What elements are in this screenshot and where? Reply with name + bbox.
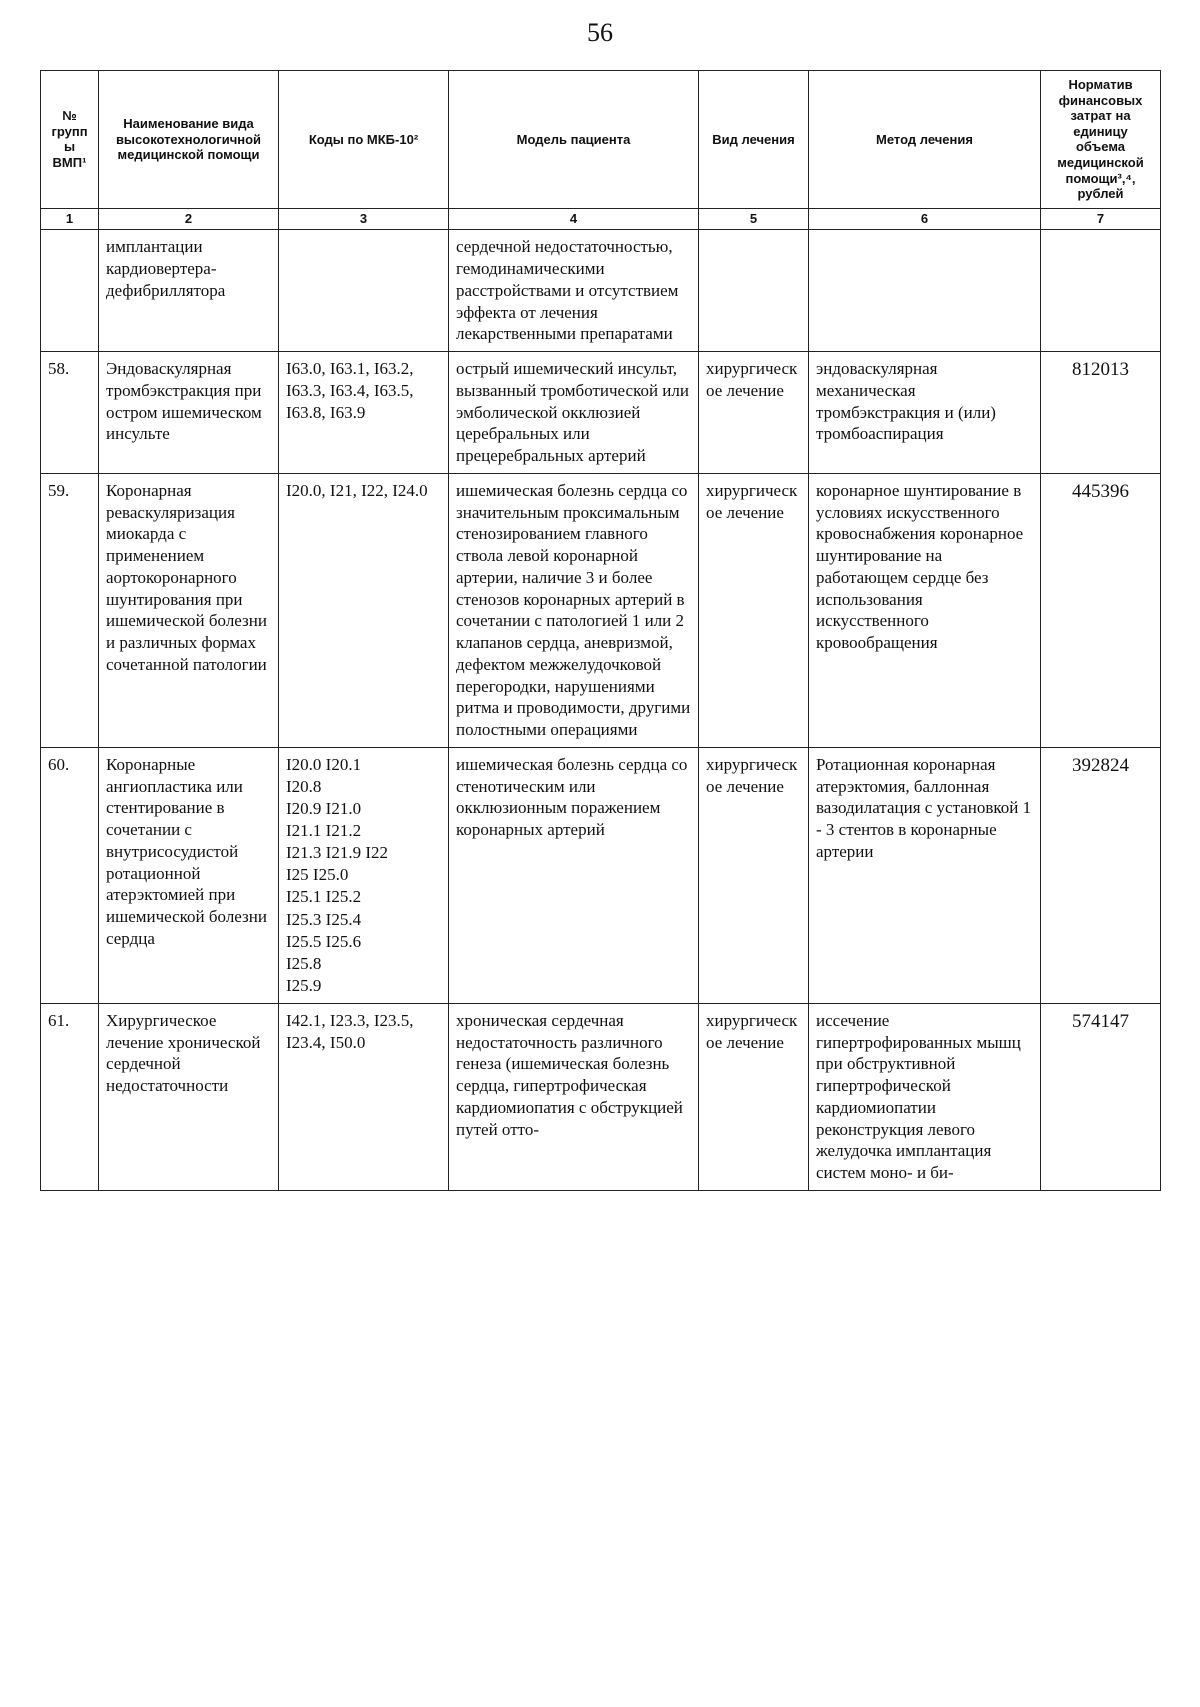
name-cell: Коронарные ангиопластика или стентирование в сочетании с внутрисосудистой ротационной атерэктомией при ишемической болезни сердца xyxy=(99,747,279,1003)
group-number-cell: 60. xyxy=(41,747,99,1003)
name-cell: Хирургическое лечение хронической сердечной недостаточности xyxy=(99,1003,279,1190)
method-cell xyxy=(809,230,1041,352)
group-number-cell: 58. xyxy=(41,352,99,474)
price-cell xyxy=(1041,230,1161,352)
table-row xyxy=(41,1003,1161,1190)
model-cell: сердечной недостаточностью, гемодинамическими расстройствами и отсутствием эффекта от лечения лекарственными препаратами xyxy=(449,230,699,352)
codes-cell xyxy=(279,473,449,747)
column-number: 3 xyxy=(279,208,449,230)
icd-code-line: I20.9 I21.0 xyxy=(286,799,362,819)
treatment-type-cell: хирургическое лечение xyxy=(699,352,809,474)
name-cell: Эндоваскулярная тромбэкстракция при остром ишемическом инсульте xyxy=(99,352,279,474)
icd-code-line: I25.8 xyxy=(286,953,322,973)
price-cell: 445396 xyxy=(1041,473,1161,747)
name-cell: имплантации кардиовертера-дефибриллятора xyxy=(99,230,279,352)
vmp-table xyxy=(40,70,1161,1191)
model-cell: ишемическая болезнь сердца со значительным проксимальным стенозированием главного ствола левой коронарной артерии, наличие 3 и более стенозов коронарных артерий в сочетании с патологией 1 или 2 клапанов сердца, аневризмой, дефектом межжелудочковой перегородки, нарушениями ритма и проводимости, другими полостными операциями xyxy=(449,473,699,747)
icd-code-line: I20.8 xyxy=(286,776,322,796)
codes-cell xyxy=(279,230,449,352)
header-name: Наименование вида высокотехнологичной медицинской помощи xyxy=(99,71,279,209)
header-price: Норматив финансовых затрат на единицу объема медицинской помощи³,⁴, рублей xyxy=(1041,71,1161,209)
column-number: 7 xyxy=(1041,208,1161,230)
column-number: 5 xyxy=(699,208,809,230)
model-cell: ишемическая болезнь сердца со стенотическим или окклюзионным поражением коронарных артерий xyxy=(449,747,699,1003)
page-number: 56 xyxy=(587,18,613,47)
codes-cell xyxy=(279,747,449,1003)
table-row xyxy=(41,473,1161,747)
column-numbers-row xyxy=(41,208,1161,230)
icd-code-line: I42.1, I23.3, I23.5, I23.4, I50.0 xyxy=(286,1010,414,1052)
icd-code-line: I21.3 I21.9 I22 xyxy=(286,843,388,863)
header-type: Вид лечения xyxy=(699,71,809,209)
table-row xyxy=(41,747,1161,1003)
icd-code-line: I20.0 I20.1 xyxy=(286,754,362,774)
method-cell: эндоваскулярная механическая тромбэкстракция и (или) тромбоаспирация xyxy=(809,352,1041,474)
header-row xyxy=(41,71,1161,209)
codes-cell xyxy=(279,352,449,474)
codes-cell xyxy=(279,1003,449,1190)
group-number-cell: 61. xyxy=(41,1003,99,1190)
name-cell: Коронарная реваскуляризация миокарда с применением аортокоронарного шунтирования при ишемической болезни и различных формах сочетанной патологии xyxy=(99,473,279,747)
treatment-type-cell: хирургическое лечение xyxy=(699,1003,809,1190)
treatment-type-cell: хирургическое лечение xyxy=(699,473,809,747)
group-number-cell xyxy=(41,230,99,352)
table-row xyxy=(41,230,1161,352)
model-cell: острый ишемический инсульт, вызванный тромботической или эмболической окклюзией церебральных или прецеребральных артерий xyxy=(449,352,699,474)
column-number: 2 xyxy=(99,208,279,230)
header-group-number: № группы ВМП¹ xyxy=(41,71,99,209)
header-codes: Коды по МКБ-10² xyxy=(279,71,449,209)
column-number: 6 xyxy=(809,208,1041,230)
method-cell: Ротационная коронарная атерэктомия, баллонная вазодилатация с установкой 1 - 3 стентов в коронарные артерии xyxy=(809,747,1041,1003)
model-cell: хроническая сердечная недостаточность различного генеза (ишемическая болезнь сердца, гипертрофическая кардиомиопатия с обструкцией путей отто- xyxy=(449,1003,699,1190)
icd-code-line: I21.1 I21.2 xyxy=(286,821,362,841)
price-cell: 392824 xyxy=(1041,747,1161,1003)
icd-code-line: I25.1 I25.2 xyxy=(286,887,362,907)
group-number-cell: 59. xyxy=(41,473,99,747)
table-row xyxy=(41,352,1161,474)
icd-code-line: I25 I25.0 xyxy=(286,865,349,885)
header-method: Метод лечения xyxy=(809,71,1041,209)
treatment-type-cell: хирургическое лечение xyxy=(699,747,809,1003)
header-model: Модель пациента xyxy=(449,71,699,209)
price-cell: 574147 xyxy=(1041,1003,1161,1190)
treatment-type-cell xyxy=(699,230,809,352)
icd-code-line: I20.0, I21, I22, I24.0 xyxy=(286,480,428,500)
method-cell: коронарное шунтирование в условиях искусственного кровоснабжения коронарное шунтирование на работающем сердце без использования искусственного кровообращения xyxy=(809,473,1041,747)
icd-code-line: I25.9 xyxy=(286,975,322,995)
table-container xyxy=(40,70,1160,1191)
method-cell: иссечение гипертрофированных мышц при обструктивной гипертрофической кардиомиопатии реконструкция левого желудочка имплантация систем моно- и би- xyxy=(809,1003,1041,1190)
icd-code-line: I63.0, I63.1, I63.2, I63.3, I63.4, I63.5, I63.8, I63.9 xyxy=(286,359,414,423)
column-number: 1 xyxy=(41,208,99,230)
icd-code-line: I25.5 I25.6 xyxy=(286,931,362,951)
icd-code-line: I25.3 I25.4 xyxy=(286,909,362,929)
price-cell: 812013 xyxy=(1041,352,1161,474)
column-number: 4 xyxy=(449,208,699,230)
